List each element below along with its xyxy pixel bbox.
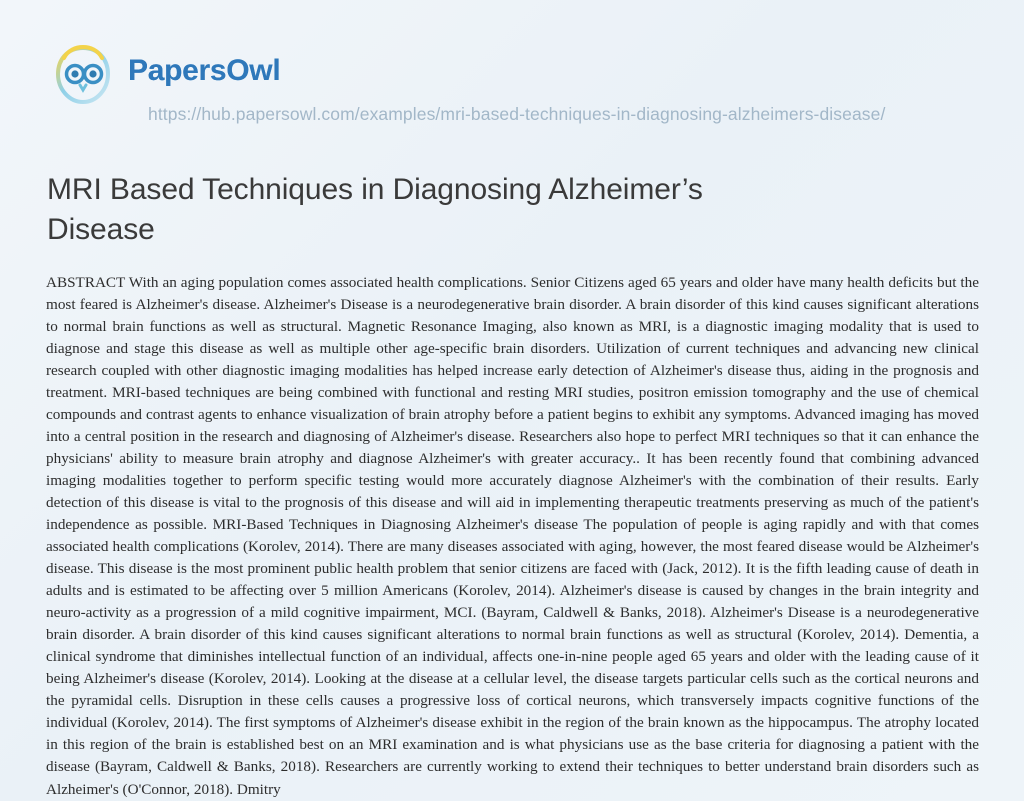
brand-row — [52, 44, 1024, 106]
brand-text — [128, 44, 280, 86]
document-body: ABSTRACT With an aging population comes associated health complications. Senior Citizens aged 65 years and older have many health deficits but the most feared is Alzheimer's disease. Alzheimer's Disease is a neurodegenerative brain disorder. A brain disorder of this kind causes significant alterations to normal brain functions as well as structural. Magnetic Resonance Imaging, also known as MRI, is a diagnostic imaging modality that is used to diagnose and stage this disease as well as multiple other age-specific brain disorders. Utilization of current techniques and advancing new clinical research coupled with other diagnostic imaging modalities has helped increase early detection of Alzheimer's disease thus, aiding in the prognosis and treatment. MRI-based techniques are being combined with functional and resting MRI studies, positron emission tomography and the use of chemical compounds and contrast agents to enhance visualization of brain atrophy before a patient begins to exhibit any symptoms. Advanced imaging has moved into a central position in the research and diagnosing of Alzheimer's disease. Researchers also hope to perfect MRI techniques so that it can enhance the physicians' ability to measure brain atrophy and diagnose Alzheimer's with greater accuracy.. It has been recently found that combining advanced imaging modalities together to perform specific testing would more accurately diagnose Alzheimer's with the combination of their results. Early detection of this disease is vital to the prognosis of this disease and will aid in implementing therapeutic treatments preserving as much of the patient's independence as possible. MRI-Based Techniques in Diagnosing Alzheimer's disease The population of people is aging rapidly and with that comes associated health complications (Korolev, 2014). There are many diseases associated with aging, however, the most feared disease would be Alzheimer's disease. This disease is the most prominent public health problem that senior citizens are faced with (Jack, 2012). It is the fifth leading cause of death in adults and is estimated to be affecting over 5 million Americans (Korolev, 2014). Alzheimer's disease is caused by changes in the brain integrity and neuro-activity as a progression of a mild cognitive impairment, MCI. (Bayram, Caldwell & Banks, 2018). Alzheimer's Disease is a neurodegenerative brain disorder. A brain disorder of this kind causes significant alterations to normal brain functions as well as structural (Korolev, 2014). Dementia, a clinical syndrome that diminishes intellectual function of an individual, affects one-in-nine people aged 65 years and older with the leading cause of it being Alzheimer's disease (Korolev, 2014). Looking at the disease at a cellular level, the disease targets particular cells such as the cortical neurons and the pyramidal cells. Disruption in these cells causes a progressive loss of cortical neurons, which transversely impacts cognitive functions of the individual (Korolev, 2014). The first symptoms of Alzheimer's disease exhibit in the region of the brain known as the hippocampus. The atrophy located in this region of the brain is established best on an MRI examination and is what physicians use as the base criteria for diagnosing a patient with the disease (Bayram, Caldwell & Banks, 2018). Researchers are currently working to extend their techniques to better understand brain disorders such as Alzheimer's (O'Connor, 2018). Dmitry — [46, 273, 979, 798]
owl-logo-icon — [52, 44, 114, 106]
brand-name: PapersOwl — [128, 54, 281, 87]
site-url: https://hub.papersowl.com/examples/mri-based-techniques-in-diagnosing-alzheimers-disease/ — [148, 104, 886, 124]
page-title: MRI Based Techniques in Diagnosing Alzheimer’s Disease — [47, 173, 703, 246]
document-content — [0, 112, 1024, 801]
site-header — [0, 0, 1024, 124]
